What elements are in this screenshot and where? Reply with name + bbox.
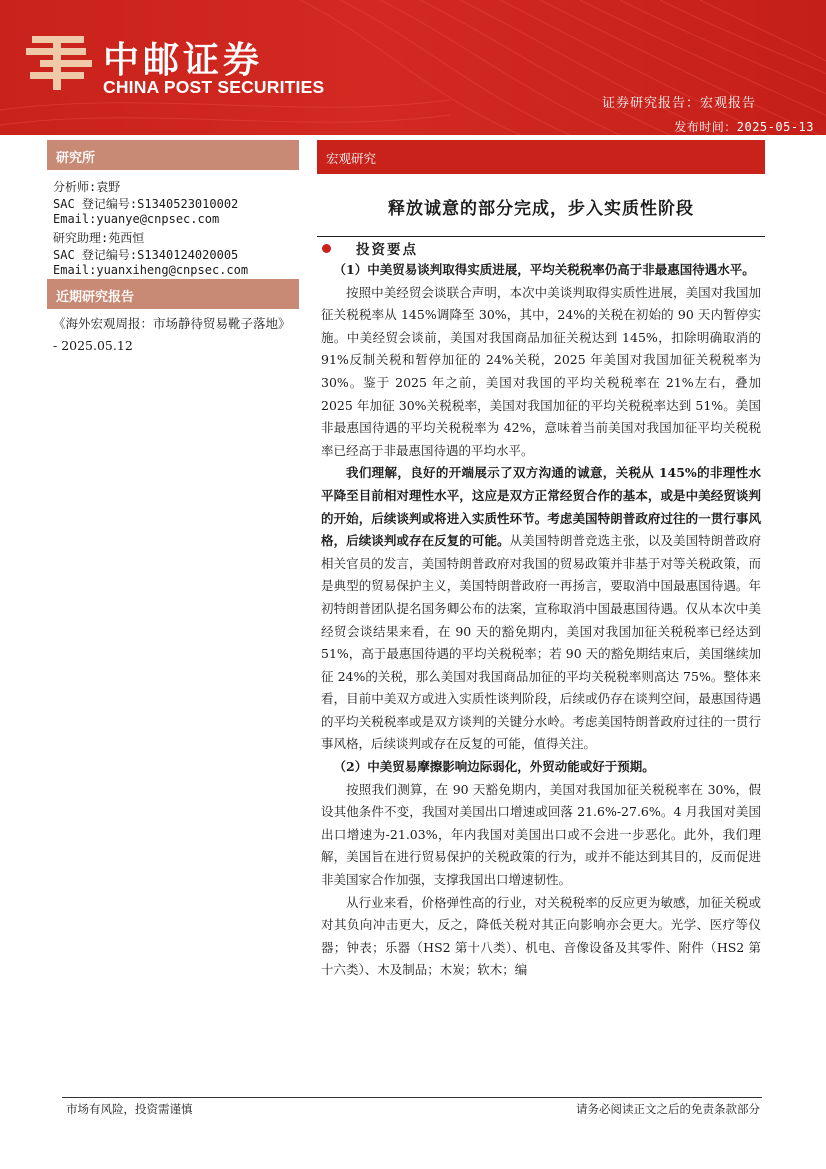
recent-report-link[interactable]: 《海外宏观周报：市场静待贸易靴子落地》 - 2025.05.12 [53, 316, 291, 353]
assistant-email[interactable]: Email:yuanxiheng@cnpsec.com [53, 263, 249, 277]
point1-paragraph2 [321, 462, 761, 756]
point1-paragraph2-rest: 从美国特朗普竞选主张，以及美国特朗普政府相关官员的发言，美国特朗普政府对我国的贸易政策并非基于对等关税政策，而是典型的贸易保护主义，美国特朗普政府一再扬言，要取消中国最惠国待遇。年初特朗普团队提名国务卿公布的法案，宣称取消中国最惠国待遇。仅从本次中美经贸会谈结果来看，在 90 天的豁免期内，美国对我国加征关税税率已经达到 51%，高于最惠国待遇的平均关税税率；若 90 天的豁免期结束后，美国继续加征 24%的关税，那么美国对我国商品加征的平均关税税率则高达 75%。整体来看，目前中美双方或进入实质性谈判阶段，后续或仍存在谈判空间，最惠国待遇的平均关税税率或是双方谈判的关键分水岭。考虑美国特朗普政府过往的一贯行事风格，后续谈判或存在反复的可能，值得关注。 [321, 533, 761, 752]
point2-paragraph2: 从行业来看，价格弹性高的行业，对关税税率的反应更为敏感，加征关税或对其负向冲击更大，反之，降低关税对其正向影响亦会更大。光学、医疗等仪器；钟表；乐器（HS2 第十八类）、机电、音像设备及其零件、附件（HS2 第十六类）、木及制品；木炭；软木；编 [321, 894, 761, 978]
report-header [0, 0, 826, 135]
risk-disclaimer: 市场有风险，投资需谨慎 [66, 1102, 193, 1116]
china-post-logo-icon [26, 34, 92, 90]
brand-name-cn: 中邮证券 [103, 40, 264, 81]
institute-heading: 研究所 [56, 151, 96, 166]
point2-paragraph1: 按照我们测算，在 90 天豁免期内，美国对我国加征关税税率在 30%，假设其他条件不变，我国对美国出口增速或回落 21.6%-27.6%。4 月我国对美国出口增速为-21.03%，年内我国对美国出口或不会进一步恶化。此外，我们理解，美国旨在进行贸易保护的关税政策的行为，或并不能达到其目的，反而促进非美国家合作加强，支撑我国出口增速韧性。 [321, 781, 761, 888]
bullet-dot-icon [322, 244, 331, 253]
key-points-heading: 投资要点 [356, 242, 418, 258]
disclaimer-notice: 请务必阅读正文之后的免责条款部分 [576, 1102, 760, 1116]
report-body [321, 259, 761, 982]
analyst-name: 分析师:袁野 [53, 180, 121, 194]
report-title: 释放诚意的部分完成，步入实质性阶段 [388, 199, 694, 219]
institute-heading-bar [47, 140, 299, 170]
analyst-email[interactable]: Email:yuanye@cnpsec.com [53, 212, 220, 226]
assistant-name: 研究助理:苑西恒 [53, 231, 145, 245]
footer-divider [62, 1097, 762, 1098]
assistant-sac-number: SAC 登记编号:S1340124020005 [53, 248, 239, 262]
point2-heading: （2）中美贸易摩擦影响边际弱化，外贸动能或好于预期。 [333, 759, 655, 775]
publish-date: 发布时间：2025-05-13 [674, 120, 814, 134]
title-divider [317, 236, 765, 237]
point1-paragraph2-bold: 我们理解，良好的开端展示了双方沟通的诚意，关税从 145%的非理性水平降至目前相对理性水平，这应是双方正常经贸合作的基本，或是中美经贸谈判的开始，后续谈判或将进入实质性环节。考虑美国特朗普政府过往的一贯行事风格，后续谈判或存在反复的可能。 [321, 465, 761, 549]
point1-paragraph1: 按照中美经贸会谈联合声明，本次中美谈判取得实质性进展，美国对我国加征关税税率从 145%调降至 30%，其中，24%的关税在初始的 90 天内暂停实施。中美经贸会谈前，美国对我国商品加征关税达到 145%，扣除明确取消的 91%反制关税和暂停加征的 24%关税，2025 年美国对我国加征关税税率为 30%。鉴于 2025 年之前，美国对我国的平均关税税率在 21%左右，叠加 2025 年加征 30%关税税率，美国对我国加征的平均关税税率达到 51%。美国非最惠国待遇的平均关税税率为 42%，意味着当前美国对我国加征平均关税税率已经高于非最惠国待遇的平均水平。 [321, 284, 761, 458]
report-type: 证券研究报告：宏观报告 [601, 96, 756, 111]
recent-reports-heading-bar [47, 279, 299, 309]
brand-name-en: CHINA POST SECURITIES [103, 77, 325, 97]
section-label: 宏观研究 [326, 151, 377, 166]
section-label-bar [317, 140, 765, 174]
point1-heading: （1）中美贸易谈判取得实质进展，平均关税税率仍高于非最惠国待遇水平。 [333, 262, 755, 277]
analyst-sac-number: SAC 登记编号:S1340523010002 [53, 197, 239, 211]
recent-reports-heading: 近期研究报告 [56, 290, 135, 305]
